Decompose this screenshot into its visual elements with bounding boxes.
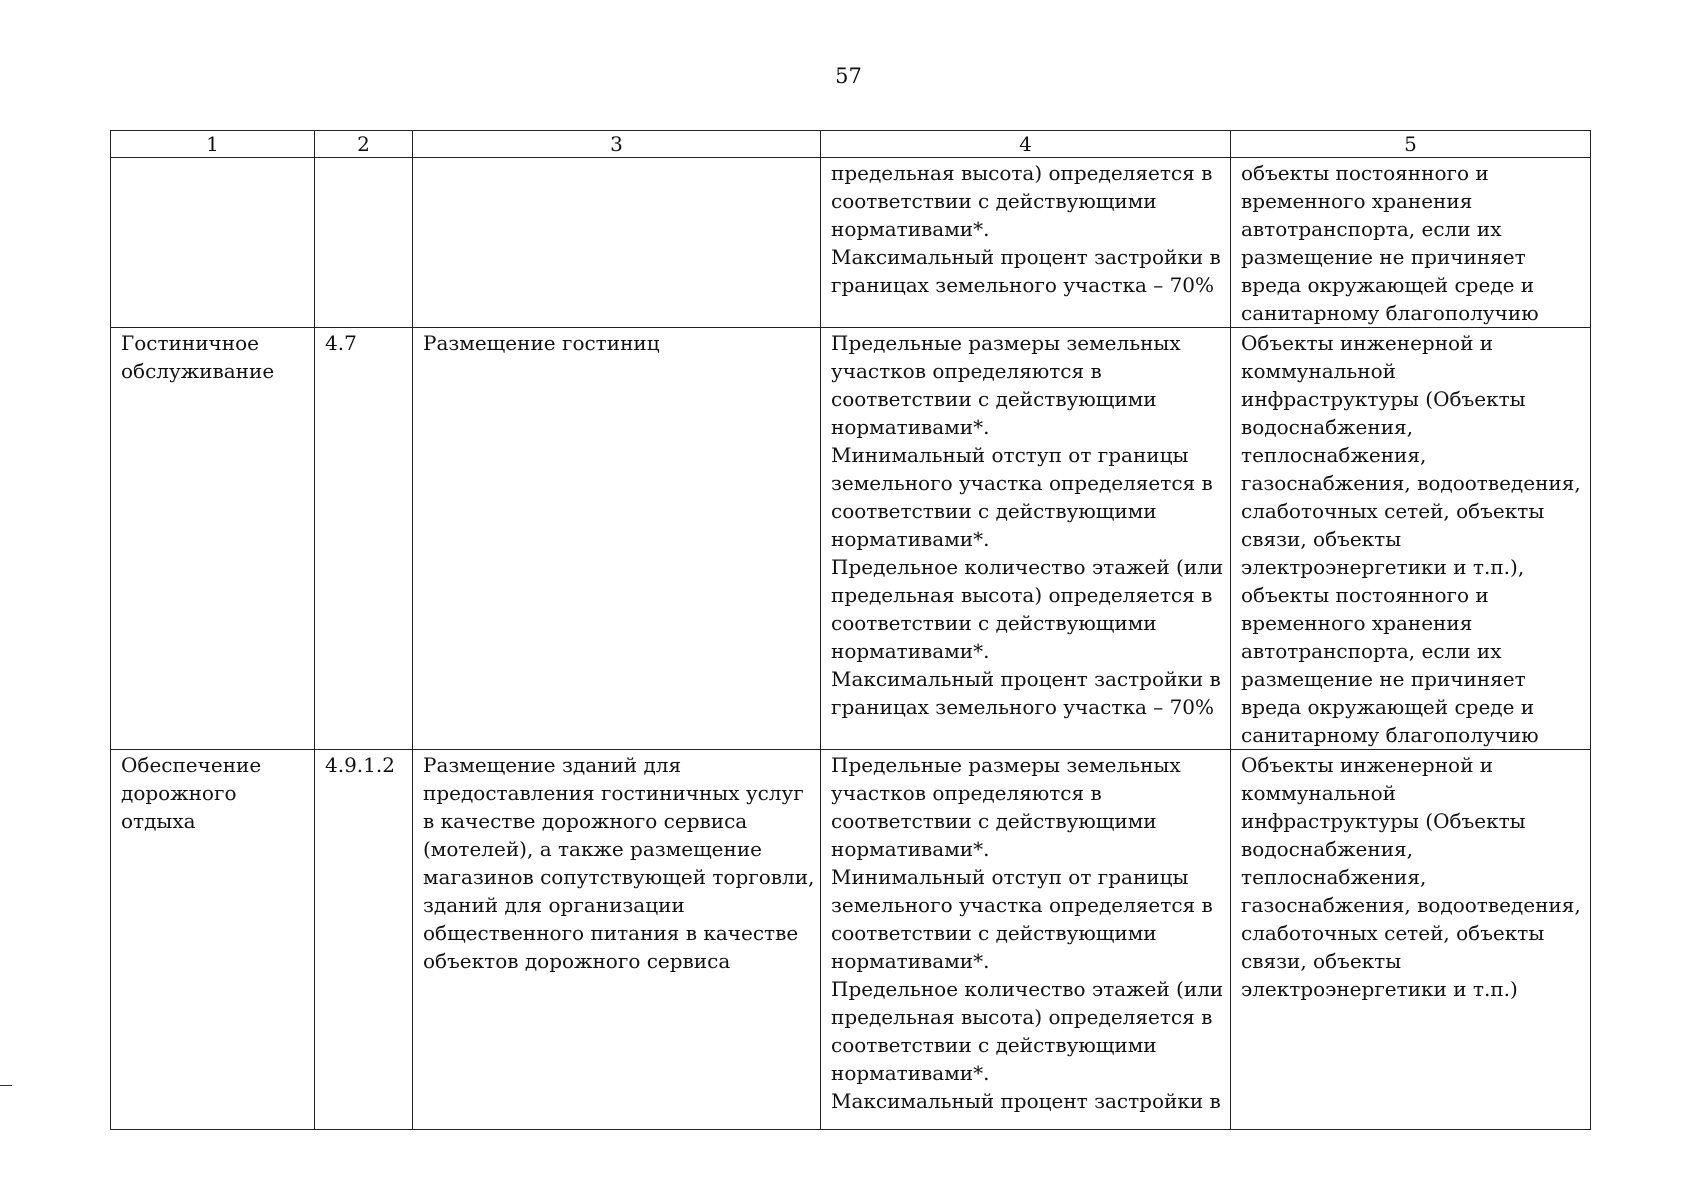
cell-text-line: в качестве дорожного сервиса: [423, 809, 748, 833]
cell-text-line: Обеспечение: [121, 753, 262, 777]
cell-text-line: электроэнергетики и т.п.): [1241, 977, 1518, 1001]
cell-text-line: электроэнергетики и т.п.),: [1241, 555, 1525, 579]
cell-text-line: вреда окружающей среде и: [1241, 695, 1535, 719]
cell-text-line: временного хранения: [1241, 189, 1473, 213]
cell-text-line: земельного участка определяется в: [831, 471, 1213, 495]
cell-parameters: [821, 750, 1231, 1130]
cell-code: [315, 158, 413, 328]
cell-code: [315, 328, 413, 750]
cell-text-line: магазинов сопутствующей торговли,: [423, 865, 815, 889]
cell-text-line: связи, объекты: [1241, 949, 1402, 973]
table-row-continued: [111, 158, 1591, 328]
cell-text-line: Размещение зданий для: [423, 753, 682, 777]
cell-text-line: границах земельного участка – 70%: [831, 695, 1215, 719]
cell-code: [315, 750, 413, 1130]
cell-text-line: Максимальный процент застройки в: [831, 667, 1221, 691]
header-col-1: 1: [111, 131, 315, 158]
cell-text-line: Максимальный процент застройки в: [831, 1089, 1221, 1113]
cell-text-line: 4.9.1.2: [325, 753, 395, 777]
cell-text-line: соответствии с действующими: [831, 809, 1157, 833]
cell-text-line: Предельное количество этажей (или: [831, 555, 1224, 579]
cell-text-line: обслуживание: [121, 359, 275, 383]
cell-text-line: инфраструктуры (Объекты: [1241, 809, 1526, 833]
cell-text-line: слаботочных сетей, объекты: [1241, 921, 1545, 945]
header-col-5: 5: [1231, 131, 1591, 158]
cell-use-type: [111, 750, 315, 1130]
header-col-2: 2: [315, 131, 413, 158]
cell-text-line: вреда окружающей среде и: [1241, 273, 1535, 297]
cell-text-line: участков определяются в: [831, 359, 1102, 383]
cell-text-line: соответствии с действующими: [831, 921, 1157, 945]
cell-text-line: теплоснабжения,: [1241, 865, 1427, 889]
page-number: 57: [835, 64, 862, 88]
cell-text-line: отдыха: [121, 809, 196, 833]
cell-text-line: временного хранения: [1241, 611, 1473, 635]
cell-text-line: размещение не причиняет: [1241, 245, 1526, 269]
cell-text-line: водоснабжения,: [1241, 415, 1414, 439]
cell-text-line: зданий для организации: [423, 893, 685, 917]
cell-text-line: нормативами*.: [831, 949, 990, 973]
cell-text-line: участков определяются в: [831, 781, 1102, 805]
cell-text-line: автотранспорта, если их: [1241, 217, 1502, 241]
cell-text-line: соответствии с действующими: [831, 387, 1157, 411]
cell-text-line: нормативами*.: [831, 837, 990, 861]
cell-text-line: 4.7: [325, 331, 357, 355]
cell-text-line: нормативами*.: [831, 415, 990, 439]
cell-text-line: объекты постоянного и: [1241, 583, 1489, 607]
cell-description: [413, 158, 821, 328]
cell-text-line: коммунальной: [1241, 781, 1396, 805]
table-row-hotel-service: [111, 328, 1591, 750]
header-col-3: 3: [413, 131, 821, 158]
cell-text-line: предельная высота) определяется в: [831, 1005, 1213, 1029]
cell-use-type: [111, 158, 315, 328]
cell-text-line: Гостиничное: [121, 331, 259, 355]
cell-text-line: соответствии с действующими: [831, 499, 1157, 523]
cell-auxiliary-uses: [1231, 328, 1591, 750]
cell-text-line: соответствии с действующими: [831, 1033, 1157, 1057]
cell-text-line: санитарному благополучию: [1241, 723, 1539, 747]
cell-text-line: слаботочных сетей, объекты: [1241, 499, 1545, 523]
cell-text-line: размещение не причиняет: [1241, 667, 1526, 691]
margin-mark: [0, 1085, 12, 1086]
cell-text-line: дорожного: [121, 781, 237, 805]
cell-text-line: Предельные размеры земельных: [831, 331, 1181, 355]
cell-text-line: Объекты инженерной и: [1241, 753, 1494, 777]
cell-description: [413, 328, 821, 750]
cell-text-line: газоснабжения, водоотведения,: [1241, 471, 1581, 495]
cell-text-line: предоставления гостиничных услуг: [423, 781, 804, 805]
cell-text-line: инфраструктуры (Объекты: [1241, 387, 1526, 411]
cell-text-line: границах земельного участка – 70%: [831, 273, 1215, 297]
cell-text-line: нормативами*.: [831, 1061, 990, 1085]
cell-text-line: (мотелей), а также размещение: [423, 837, 763, 861]
header-row: [111, 131, 1591, 158]
cell-text-line: Предельные размеры земельных: [831, 753, 1181, 777]
cell-text-line: Объекты инженерной и: [1241, 331, 1494, 355]
cell-text-line: нормативами*.: [831, 217, 990, 241]
table-row-road-rest: [111, 750, 1591, 1130]
cell-auxiliary-uses: [1231, 158, 1591, 328]
cell-text-line: предельная высота) определяется в: [831, 583, 1213, 607]
cell-text-line: водоснабжения,: [1241, 837, 1414, 861]
cell-text-line: соответствии с действующими: [831, 189, 1157, 213]
cell-text-line: нормативами*.: [831, 527, 990, 551]
cell-text-line: Размещение гостиниц: [423, 331, 660, 355]
cell-text-line: соответствии с действующими: [831, 611, 1157, 635]
cell-text-line: автотранспорта, если их: [1241, 639, 1502, 663]
cell-text-line: земельного участка определяется в: [831, 893, 1213, 917]
land-use-table: [110, 130, 1591, 1130]
cell-text-line: газоснабжения, водоотведения,: [1241, 893, 1581, 917]
cell-text-line: санитарному благополучию: [1241, 301, 1539, 325]
cell-text-line: общественного питания в качестве: [423, 921, 799, 945]
cell-auxiliary-uses: [1231, 750, 1591, 1130]
cell-parameters: [821, 328, 1231, 750]
cell-text-line: нормативами*.: [831, 639, 990, 663]
cell-text-line: теплоснабжения,: [1241, 443, 1427, 467]
cell-text-line: объекты постоянного и: [1241, 161, 1489, 185]
cell-text-line: Минимальный отступ от границы: [831, 443, 1189, 467]
cell-parameters: [821, 158, 1231, 328]
cell-text-line: связи, объекты: [1241, 527, 1402, 551]
header-col-4: 4: [821, 131, 1231, 158]
cell-description: [413, 750, 821, 1130]
cell-text-line: Максимальный процент застройки в: [831, 245, 1221, 269]
cell-text-line: коммунальной: [1241, 359, 1396, 383]
cell-text-line: объектов дорожного сервиса: [423, 949, 731, 973]
cell-text-line: Минимальный отступ от границы: [831, 865, 1189, 889]
cell-use-type: [111, 328, 315, 750]
cell-text-line: предельная высота) определяется в: [831, 161, 1213, 185]
cell-text-line: Предельное количество этажей (или: [831, 977, 1224, 1001]
